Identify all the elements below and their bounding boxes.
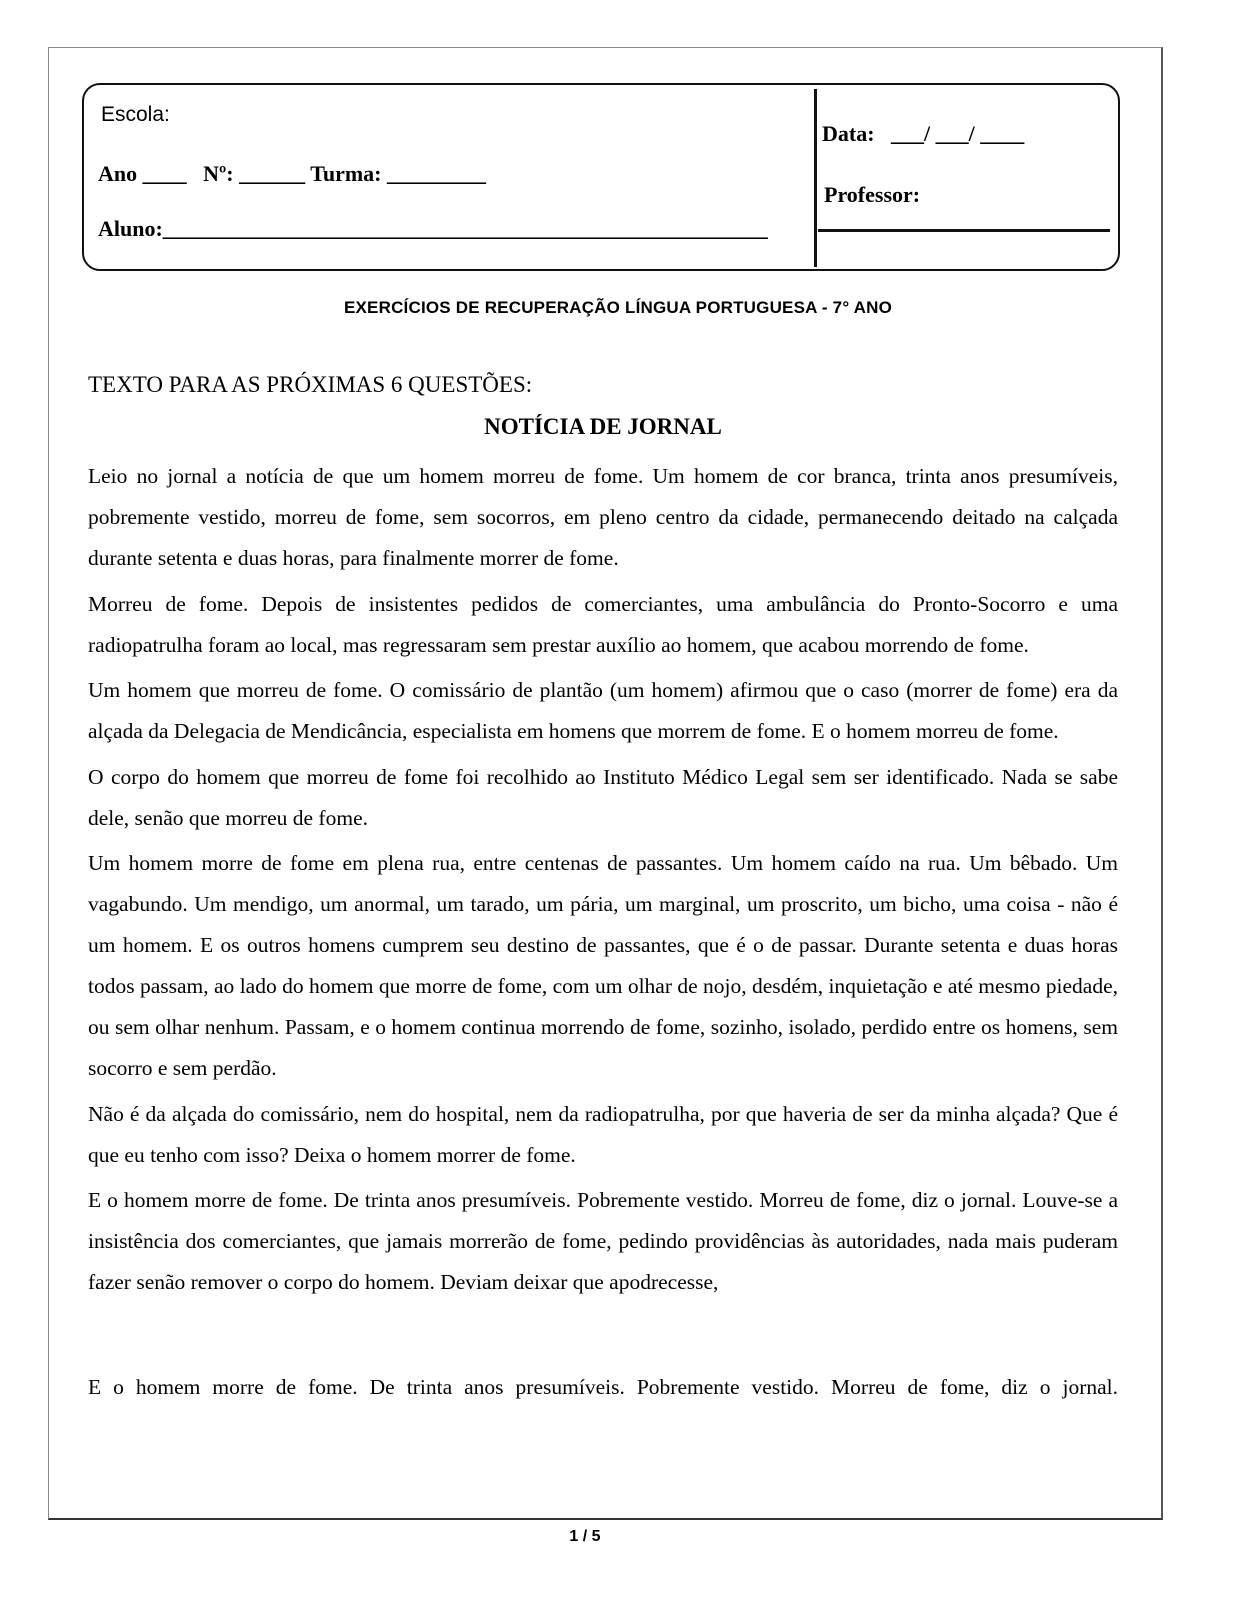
ano-numero-turma-line: Ano ____ Nº: ______ Turma: _________ bbox=[98, 161, 487, 186]
paragraph: E o homem morre de fome. De trinta anos presumíveis. Pobremente vestido. Morreu de fome, diz o jornal. Louve-se a insistência dos comerciantes, que jamais morrerão de fome, pedindo providências às autoridades, nada mais puderam fazer senão remover o corpo do homem. Deviam deixar que apodrecesse, bbox=[88, 1188, 1118, 1294]
aluno-line: Aluno:_______________________________________________________ bbox=[98, 216, 768, 241]
student-info-box bbox=[82, 83, 1120, 271]
data-line: Data: ___/ ___/ ____ bbox=[822, 121, 1025, 146]
header-divider bbox=[814, 89, 817, 267]
paragraph: Leio no jornal a notícia de que um homem morreu de fome. Um homem de cor branca, trinta anos presumíveis, pobremente vestido, morreu de fome, sem socorros, em pleno centro da cidade, permanecendo deitado na calçada durante setenta e duas horas, para finalmente morrer de fome. bbox=[88, 464, 1118, 570]
paragraph: Um homem morre de fome em plena rua, entre centenas de passantes. Um homem caído na rua. Um bêbado. Um vagabundo. Um mendigo, um anormal, um tarado, um pária, um marginal, um proscrito, um bicho, uma coisa - não é um homem. E os outros homens cumprem seu destino de passantes, que é o de passar. Durante setenta e duas horas todos passam, ao lado do homem que morre de fome, com um olhar de nojo, desdém, inquietação e até mesmo piedade, ou sem olhar nenhum. Passam, e o homem continua morrendo de fome, sozinho, isolado, perdido entre os homens, sem socorro e sem perdão. bbox=[88, 851, 1118, 1080]
paragraph: O corpo do homem que morreu de fome foi recolhido ao Instituto Médico Legal sem ser identificado. Nada se sabe dele, senão que morreu de fome. bbox=[88, 764, 1118, 830]
page-number: 1 / 5 bbox=[569, 1528, 601, 1545]
exercise-title: EXERCÍCIOS DE RECUPERAÇÃO LÍNGUA PORTUGUESA - 7° ANO bbox=[343, 298, 893, 317]
intro-text: TEXTO PARA AS PRÓXIMAS 6 QUESTÕES: bbox=[88, 372, 533, 397]
paragraph: Não é da alçada do comissário, nem do hospital, nem da radiopatrulha, por que haveria de ser da minha alçada? Que é que eu tenho com isso? Deixa o homem morrer de fome. bbox=[88, 1101, 1118, 1167]
paragraph: Morreu de fome. Depois de insistentes pedidos de comerciantes, uma ambulância do Pronto-Socorro e uma radiopatrulha foram ao local, mas regressaram sem prestar auxílio ao homem, que acabou morrendo de fome. bbox=[88, 591, 1118, 657]
professor-rule bbox=[818, 229, 1110, 232]
clipped-overlap-line bbox=[88, 1375, 1118, 1404]
paragraph: Um homem que morreu de fome. O comissário de plantão (um homem) afirmou que o caso (morrer de fome) era da alçada da Delegacia de Mendicância, especialista em homens que morrem de fome. E o homem morreu de fome. bbox=[88, 678, 1118, 743]
clipped-overlap-text: E o homem morre de fome. De trinta anos presumíveis. Pobremente vestido. Morreu de fome, diz o jornal. bbox=[88, 1375, 1118, 1399]
escola-label: Escola: bbox=[101, 103, 170, 126]
article-body bbox=[88, 456, 1118, 1308]
professor-label: Professor: bbox=[824, 182, 921, 207]
text-title: NOTÍCIA DE JORNAL bbox=[484, 414, 722, 439]
